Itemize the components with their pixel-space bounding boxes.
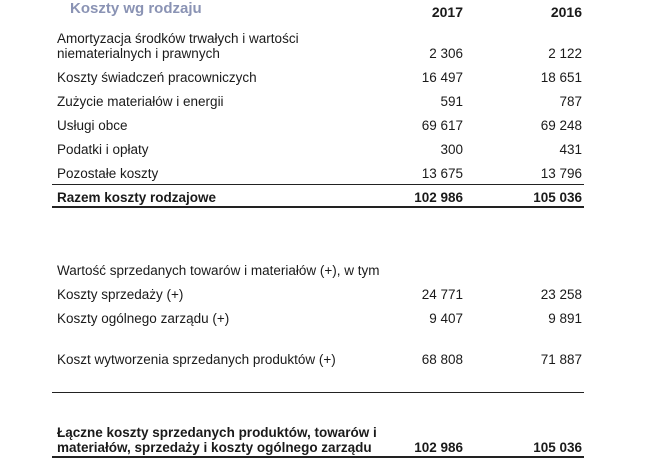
divider-line [52, 184, 584, 185]
total-underline [52, 206, 584, 208]
grand-total-label-line2: materiałów, sprzedaży i koszty ogólnego zarządu [57, 440, 372, 455]
grand-total-label-line1: Łączne koszty sprzedanych produktów, towarów i [57, 425, 377, 440]
row-value-2017: 9 407 [429, 311, 463, 326]
row-value-2017: 68 808 [421, 352, 463, 367]
row-value-2016: 13 796 [540, 166, 582, 181]
divider-line [52, 392, 584, 393]
row-value-2017: 16 497 [421, 70, 463, 85]
row-value-2017: 2 306 [429, 46, 463, 61]
row-label-amortization-line2: niematerialnych i prawnych [57, 46, 220, 61]
row-value-2017: 591 [440, 94, 463, 109]
row-label-employee-benefits: Koszty świadczeń pracowniczych [57, 70, 257, 85]
row-label-admin-costs: Koszty ogólnego zarządu (+) [57, 311, 230, 326]
row-value-2016: 69 248 [540, 118, 582, 133]
row-value-2016: 431 [559, 142, 582, 157]
row-value-2017: 24 771 [421, 287, 463, 302]
row-value-2016: 9 891 [548, 311, 582, 326]
row-value-2016: 2 122 [548, 46, 582, 61]
row-value-2016: 71 887 [540, 352, 582, 367]
column-header-2017: 2017 [431, 4, 463, 20]
table-title: Koszty wg rodzaju [70, 0, 202, 17]
total-value-2017: 102 986 [414, 190, 463, 205]
column-header-2016: 2016 [550, 4, 582, 20]
row-label-production-cost: Koszt wytworzenia sprzedanych produktów (+) [57, 352, 336, 367]
row-label-selling-costs: Koszty sprzedaży (+) [57, 287, 184, 302]
row-label-taxes-fees: Podatki i opłaty [57, 142, 149, 157]
row-value-2016: 23 258 [540, 287, 582, 302]
total-value-2016: 105 036 [533, 190, 582, 205]
row-value-2017: 69 617 [421, 118, 463, 133]
grand-total-value-2016: 105 036 [533, 440, 582, 455]
section2-header: Wartość sprzedanych towarów i materiałów (+), w tym [57, 263, 380, 278]
row-value-2016: 18 651 [540, 70, 582, 85]
row-label-external-services: Usługi obce [57, 118, 128, 133]
row-value-2016: 787 [559, 94, 582, 109]
row-label-other-costs: Pozostałe koszty [57, 166, 159, 181]
total-label: Razem koszty rodzajowe [57, 190, 217, 205]
row-label-amortization-line1: Amortyzacja środków trwałych i wartości [57, 31, 299, 46]
row-value-2017: 13 675 [421, 166, 463, 181]
grand-total-underline [52, 456, 584, 458]
row-value-2017: 300 [440, 142, 463, 157]
grand-total-value-2017: 102 986 [414, 440, 463, 455]
row-label-materials-energy: Zużycie materiałów i energii [57, 94, 224, 109]
